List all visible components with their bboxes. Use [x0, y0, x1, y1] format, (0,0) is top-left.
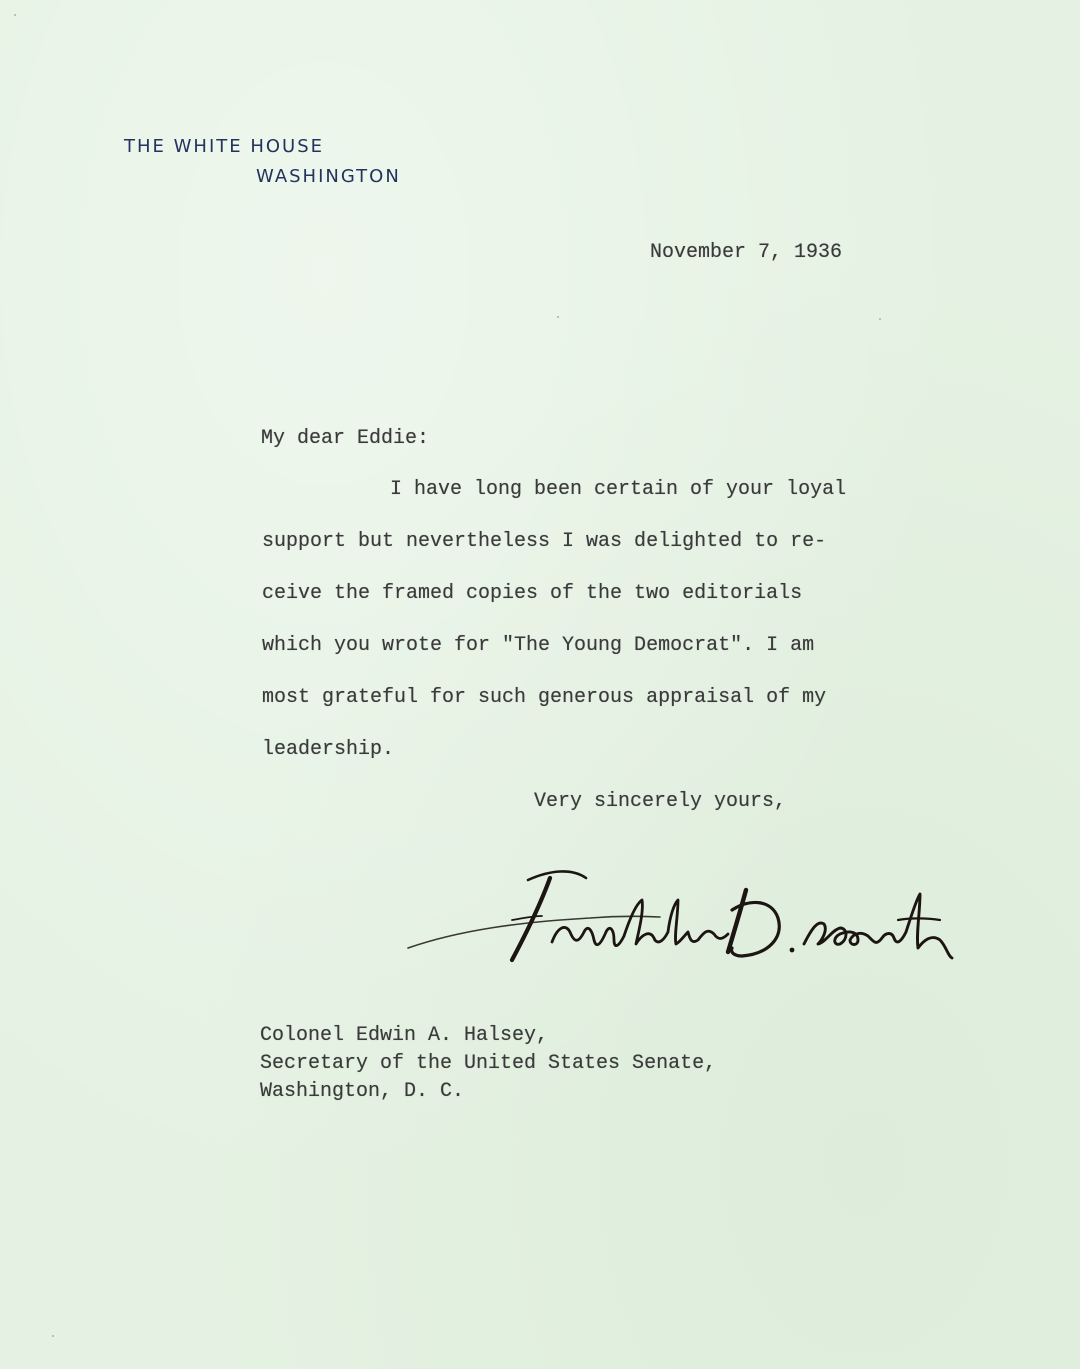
- paper-speck: [14, 14, 16, 16]
- letterhead-city: WASHINGTON: [256, 166, 401, 187]
- letterhead-title: THE WHITE HOUSE: [124, 136, 325, 157]
- salutation: My dear Eddie:: [261, 427, 430, 450]
- body-line: support but nevertheless I was delighted to re-: [262, 530, 827, 553]
- body-line: leadership.: [262, 738, 395, 761]
- body-line: I have long been certain of your loyal: [390, 478, 847, 501]
- body-line: most grateful for such generous appraisal of my: [262, 686, 827, 709]
- letter-date: November 7, 1936: [650, 241, 843, 264]
- closing: Very sincerely yours,: [534, 790, 787, 813]
- signature: [400, 860, 960, 990]
- recipient-line-name: Colonel Edwin A. Halsey,: [260, 1024, 549, 1047]
- body-line: ceive the framed copies of the two editorials: [262, 582, 803, 605]
- body-line: which you wrote for "The Young Democrat". I am: [262, 634, 815, 657]
- paper-speck: [879, 318, 881, 320]
- paper-speck: [557, 316, 559, 318]
- recipient-line-title: Secretary of the United States Senate,: [260, 1052, 717, 1075]
- recipient-line-city: Washington, D. C.: [260, 1080, 465, 1103]
- paper-speck: [52, 1335, 54, 1337]
